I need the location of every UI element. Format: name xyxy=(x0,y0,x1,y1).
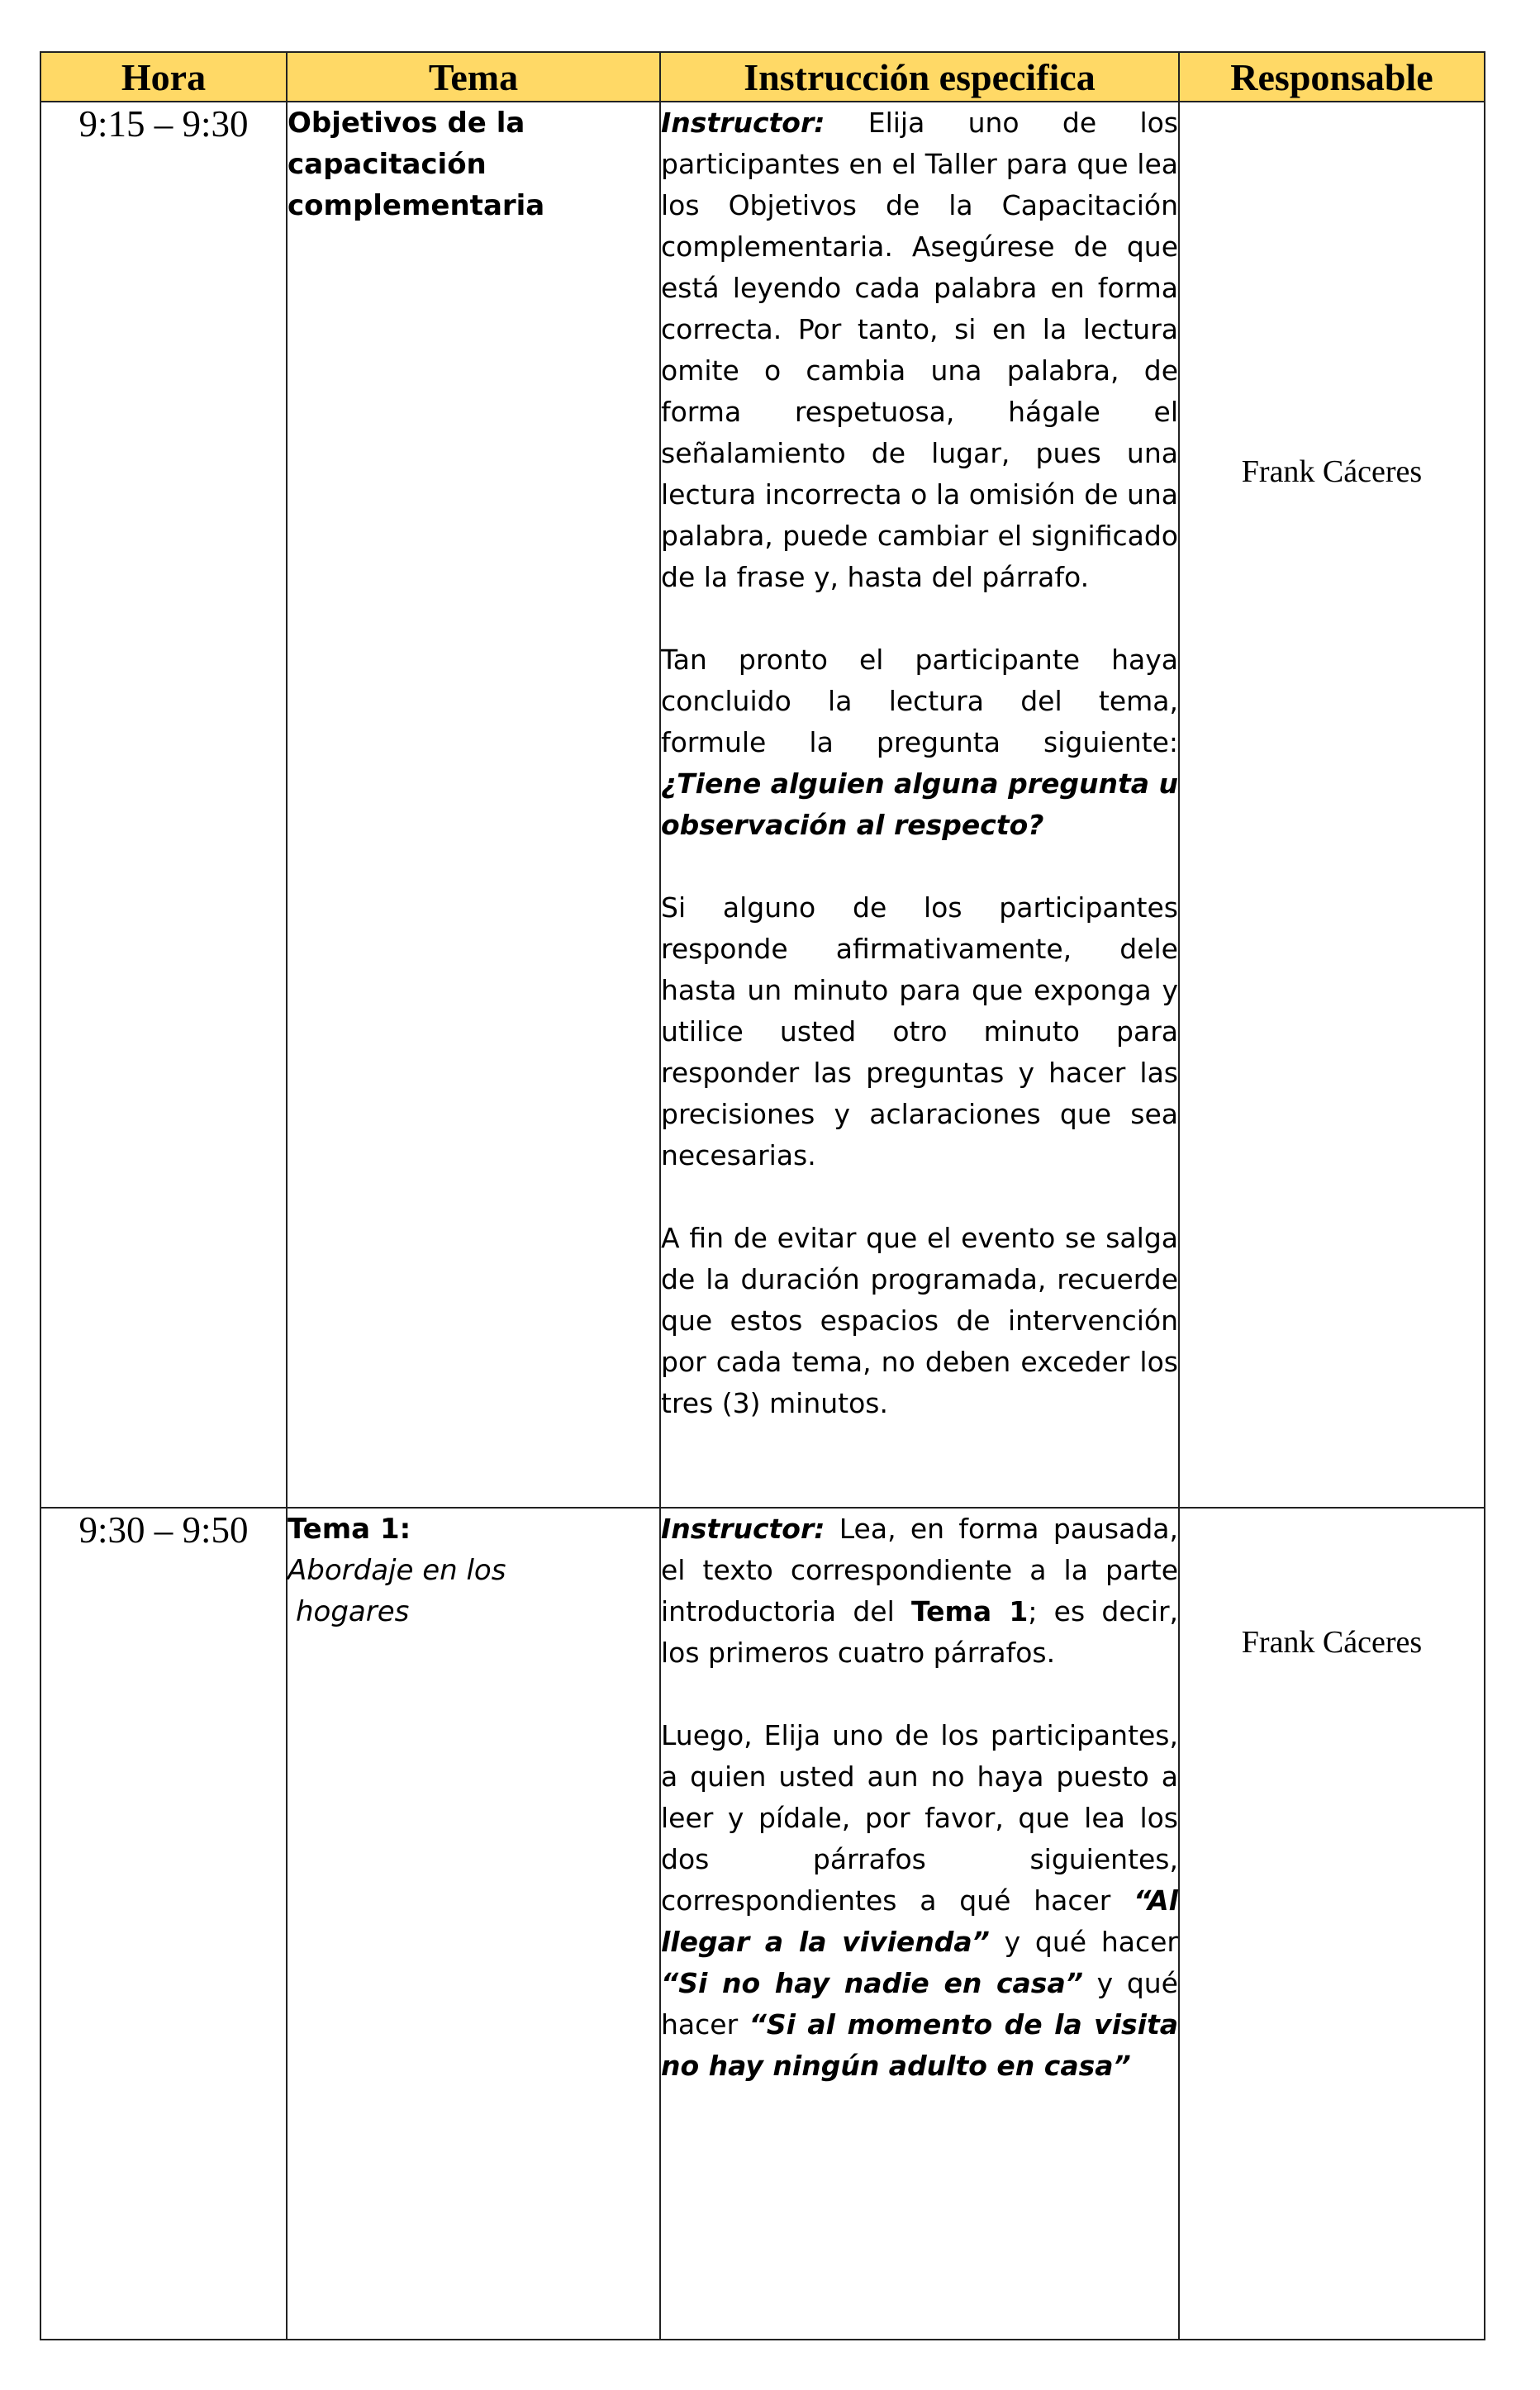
instruction-paragraph xyxy=(661,1715,1178,2087)
instruction-text: ; es decir, los primeros cuatro párrafos. xyxy=(661,1595,1178,1669)
instruccion-cell xyxy=(660,102,1179,1508)
tema-subtitle: hogares xyxy=(296,1595,410,1628)
instruction-text: Lea, en forma pausada, el texto correspondiente a la parte introductoria del xyxy=(661,1513,1178,1627)
instruction-paragraph xyxy=(661,102,1178,598)
tema-cell xyxy=(287,102,660,1508)
instruction-paragraph: Si alguno de los participantes responde afirmativamente, dele hasta un minuto para que exponga y utilice usted otro minuto para responder las preguntas y hacer las precisiones y aclaraciones que sea necesarias. xyxy=(661,891,1178,1171)
tema-title: Tema 1: xyxy=(288,1513,411,1546)
header-responsable: Responsable xyxy=(1179,52,1485,102)
instruccion-cell xyxy=(660,1508,1179,2340)
tema-title: Objetivos de la capacitación complementaria xyxy=(288,107,545,222)
hora-cell: 9:15 – 9:30 xyxy=(40,102,287,1508)
header-hora: Hora xyxy=(40,52,287,102)
instruction-text: Luego, Elija uno de los participantes, a quien usted aun no haya puesto a leer y pídale, por favor, que lea los dos párrafos siguientes, correspondientes a qué hacer xyxy=(661,1719,1178,1917)
responsable-cell xyxy=(1179,1508,1485,2340)
quoted-section: “Al llegar a la vivienda” xyxy=(661,1884,1178,1958)
quoted-section: “Si no hay nadie en casa” xyxy=(661,1967,1083,1999)
responsable-name: Frank Cáceres xyxy=(1241,1625,1423,1660)
responsable-name: Frank Cáceres xyxy=(1241,454,1423,489)
instructor-label: Instructor: xyxy=(661,1513,825,1545)
instruction-paragraph xyxy=(661,639,1178,846)
instruction-text: Elija uno de los participantes en el Taller para que lea los Objetivos de la Capacitación complementaria. Asegúrese de que está leyendo cada palabra en forma correcta. Por tanto, si en la lectura omite o cambia una palabra, de forma respetuosa, hágale el señalamiento de lugar, pues una lectura incorrecta o la omisión de una palabra, puede cambiar el significado de la frase y, hasta del párrafo. xyxy=(661,107,1178,593)
question-text: ¿Tiene alguien alguna pregunta u observación al respecto? xyxy=(661,767,1178,841)
instruction-paragraph xyxy=(661,1509,1178,1674)
schedule-table xyxy=(40,51,1485,2340)
responsable-cell xyxy=(1179,102,1485,1508)
header-instruccion: Instrucción especifica xyxy=(660,52,1179,102)
instructor-label: Instructor: xyxy=(661,107,825,139)
instruction-text: y qué hacer xyxy=(989,1926,1178,1958)
table-row xyxy=(40,1508,1485,2340)
instruction-text: y qué hacer xyxy=(661,1967,1178,2041)
tema-subtitle: Abordaje en los xyxy=(288,1554,506,1587)
header-row xyxy=(40,52,1485,102)
tema-reference: Tema 1 xyxy=(911,1595,1029,1627)
tema-cell xyxy=(287,1508,660,2340)
header-tema: Tema xyxy=(287,52,660,102)
hora-cell: 9:30 – 9:50 xyxy=(40,1508,287,2340)
instruction-text: Tan pronto el participante haya concluido la lectura del tema, formule la pregunta siguiente: xyxy=(661,644,1178,758)
table-row xyxy=(40,102,1485,1508)
quoted-section: “Si al momento de la visita no hay ningún adulto en casa” xyxy=(661,2008,1179,2082)
instruction-paragraph: A fin de evitar que el evento se salga de la duración programada, recuerde que estos espacios de intervención por cada tema, no deben exceder los tres (3) minutos. xyxy=(661,1222,1178,1419)
